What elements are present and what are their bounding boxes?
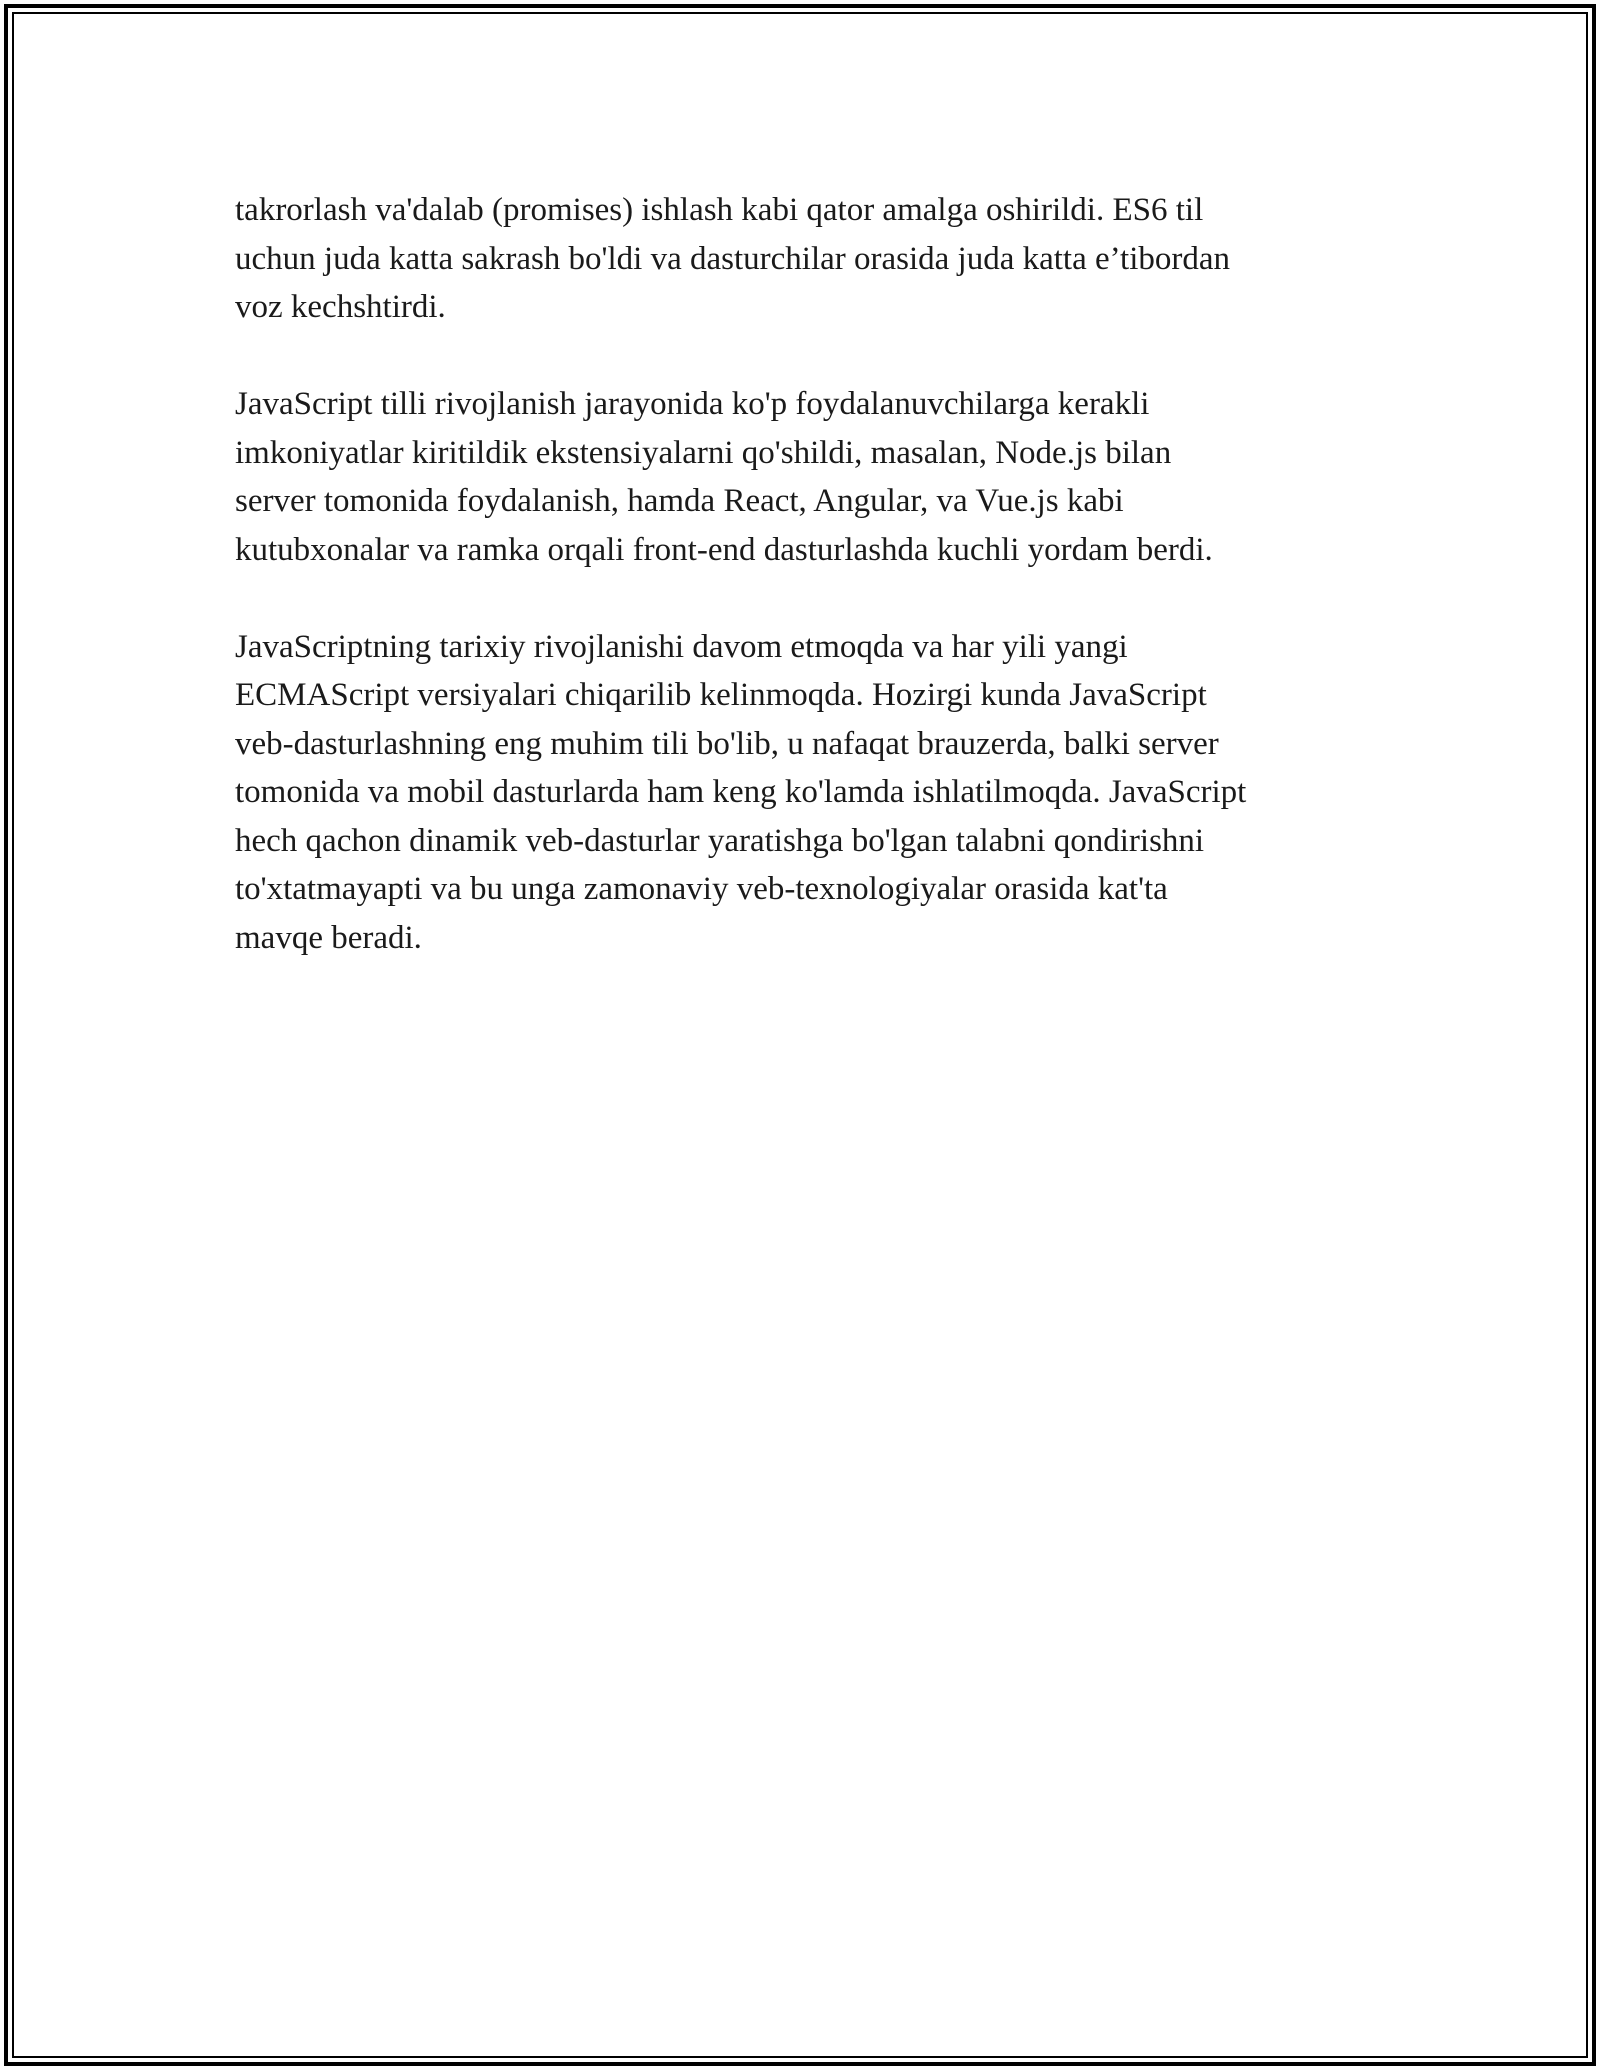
paragraph-1: takrorlash va'dalab (promises) ishlash kabi qator amalga oshirildi. ES6 til uchun juda katta sakrash bo'ldi va dasturchilar orasida juda katta e’tibordan voz kechshtirdi. xyxy=(235,192,1231,325)
paragraph-3: JavaScriptning tarixiy rivojlanishi davom etmoqda va har yili yangi ECMAScript versiyalari chiqarilib kelinmoqda. Hozirgi kunda JavaScript veb-dasturlashning eng muhim tili bo'lib, u nafaqat brauzerda, balki server tomonida va mobil dasturlarda ham keng ko'lamda ishlatilmoqda. JavaScript hech qachon dinamik veb-dasturlar yaratishga bo'lgan talabni qondirishni to'xtatmayapti va bu unga zamonaviy veb-texnologiyalar orasida kat'ta mavqe beradi. xyxy=(235,628,1247,956)
paragraph-2: JavaScript tilli rivojlanish jarayonida ko'p foydalanuvchilarga kerakli imkoniyatlar kiritildik ekstensiyalarni qo'shildi, masalan, Node.js bilan server tomonida foydalanish, hamda React, Angular, va Vue.js kabi kutubxonalar va ramka orqali front-end dasturlashda kuchli yordam berdi. xyxy=(235,386,1213,568)
document-body xyxy=(235,186,1375,1011)
